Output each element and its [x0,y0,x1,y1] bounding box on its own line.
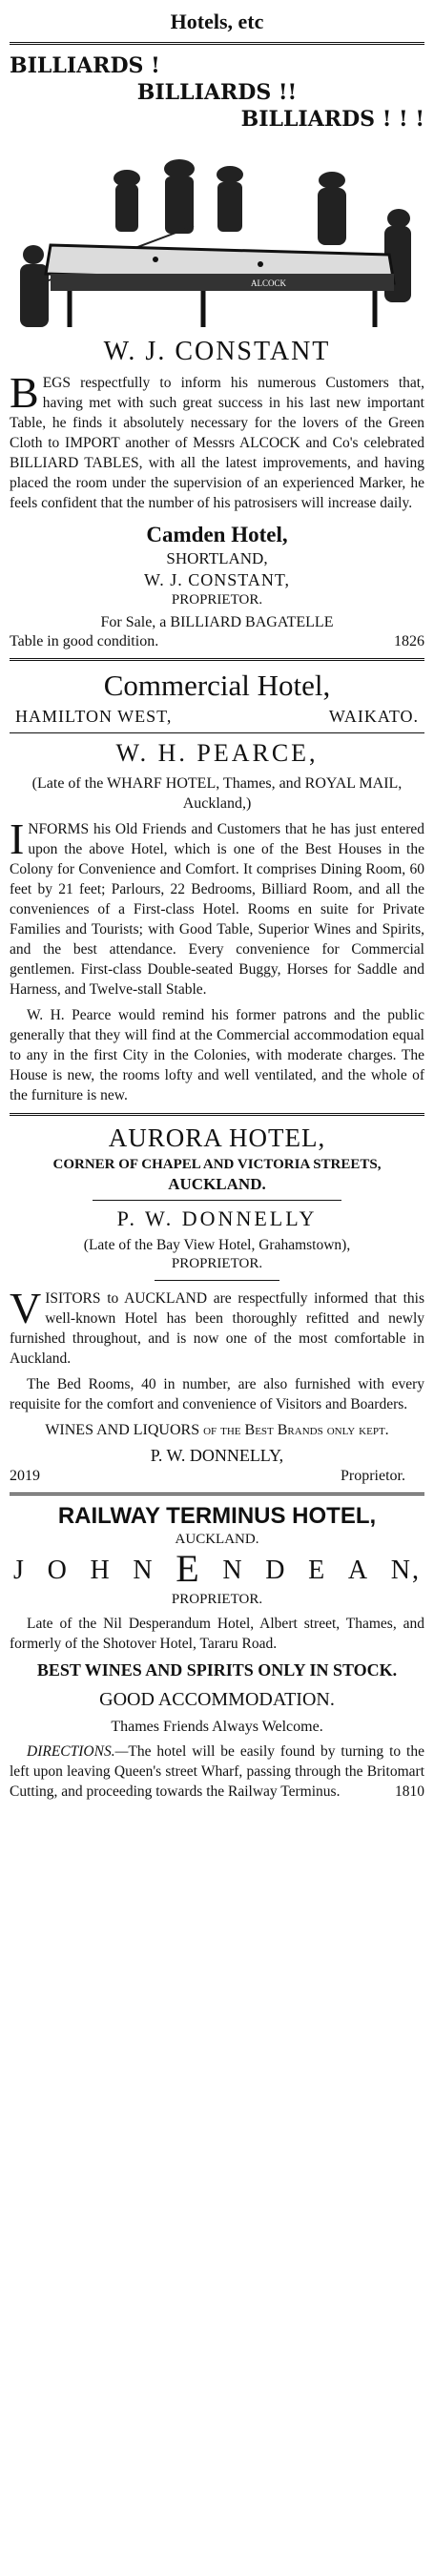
dropcap: V [10,1284,42,1332]
billiard-table-illustration [12,140,423,331]
railway-accommodation: GOOD ACCOMMODATION. [99,1689,335,1710]
dropcap: I [10,814,25,863]
aurora-sign-title: Proprietor. [341,1468,405,1484]
directions-label: DIRECTIONS.— [27,1743,129,1760]
sale-line-2: Table in good condition. [10,633,159,649]
aurora-wines: WINES AND LIQUORS of the Best Brands only kept. [45,1422,389,1438]
divider [10,42,424,45]
advert-ref: 1810 [395,1783,424,1800]
camden-place: SHORTLAND, [166,549,268,567]
divider [10,1493,424,1495]
aurora-proprietor-name: P. W. DONNELLY [116,1206,318,1230]
aurora-hotel-title: AURORA HOTEL, [108,1123,326,1152]
aurora-body-1: VISITORS to AUCKLAND are respectfully informed that this well-known Hotel has been thoroughly refitted and newly furnished throughout, and is now one of the most comfortable in Auckland. [10,1284,424,1367]
railway-directions: DIRECTIONS.—The hotel will be easily found by turning to the left upon leaving Queen's street Wharf, passing through the Britomart Cutting, and proceeding towards the Railway Terminus. 1810 [10,1743,424,1800]
divider [10,658,424,661]
railway-wines: BEST WINES AND SPIRITS ONLY IN STOCK. [36,1660,398,1680]
billiards-line-3: BILLIARDS ! ! ! [240,107,424,132]
commercial-late-of: (Late of the WHARF HOTEL, Thames, and ROYAL MAIL, Auckland,) [31,775,403,812]
aurora-body-2: The Bed Rooms, 40 in number, are also furnished with every requisite for the comfort and convenience of Visitors and Boarders. [10,1376,424,1412]
advertiser-name: W. J. CONSTANT [103,337,331,366]
commercial-hotel-advert [10,669,424,1105]
divider [10,732,424,733]
aurora-sign-row [10,1468,424,1485]
aurora-city: AUCKLAND. [168,1175,266,1193]
camden-proprietor-name: W. J. CONSTANT, [143,570,291,589]
aurora-corner: CORNER OF CHAPEL AND VICTORIA STREETS, [52,1157,382,1172]
sale-line-2-row [10,633,424,650]
aurora-proprietor-title: PROPRIETOR. [171,1256,263,1271]
commercial-proprietor-name: W. H. PEARCE, [115,739,319,767]
svg-text:ALCOCK: ALCOCK [250,278,286,288]
aurora-hotel-advert [10,1123,424,1485]
divider [93,1200,341,1201]
advert-ref: 2019 [10,1468,40,1484]
railway-late-of: Late of the Nil Desperandum Hotel, Albert street, Thames, and formerly of the Shotover Hotel, Tararu Road. [10,1616,424,1652]
railway-city: AUCKLAND. [175,1532,259,1547]
divider [10,1113,424,1116]
aurora-late-of: (Late of the Bay View Hotel, Grahamstown), [83,1237,351,1253]
newspaper-page [10,0,424,1802]
billiards-line-1: BILLIARDS ! [10,53,160,78]
aurora-sign-name: P. W. DONNELLY, [150,1446,284,1465]
advert-ref: 1826 [394,633,424,649]
section-header: Hotels, etc [170,10,264,33]
billiards-body: BEGS respectfully to inform his numerous Customers that, having met with such great success in his last new important Table, he finds it absolutely necessary for the lovers of the Green Cloth to IMPORT another of Messrs ALCOCK and Co's celebrated BILLIARD TABLES, with all the latest improvements, and having placed the room under the supervision of an experienced Marker, he feels confident that the number of his patrosisers will increase daily. [10,368,424,511]
railway-terminus-advert [10,1503,424,1802]
commercial-place: HAMILTON WEST, WAIKATO. [15,707,419,726]
camden-proprietor-title: PROPRIETOR. [171,592,263,608]
railway-thames: Thames Friends Always Welcome. [111,1719,323,1735]
billiards-advert [10,52,424,650]
commercial-body-2: W. H. Pearce would remind his former patrons and the public generally that they will find at the Commercial accommodation equal to any in the first City in the Colonies, with moderate charges. The House is new, the rooms lofty and well ventilated, and the whole of the furniture is new. [10,1007,424,1103]
camden-hotel-title: Camden Hotel, [146,523,288,546]
billiards-line-2: BILLIARDS !! [136,80,298,105]
commercial-body-1: INFORMS his Old Friends and Customers that he has just entered upon the above Hotel, which is one of the Best Houses in the Colony for Convenience and Comfort. It comprises Dining Room, 60 feet by 21 feet; Parlours, 22 Bedrooms, Billiard Room, and all the conveniences of a First-class Hotel. Rooms en suite for Private Families and Tourists; with Good Table, Superior Wines and Spirits, and the best attendance. Every convenience for Commercial gentlemen. First-class Double-seated Buggy, Horses for Saddle and Harness, and Twelve-stall Stable. [10,814,424,998]
railway-proprietor-title: PROPRIETOR. [171,1592,263,1607]
railway-hotel-title: RAILWAY TERMINUS HOTEL, [57,1503,377,1529]
billiards-heading [10,52,424,133]
railway-proprietor-name: J O H N E N D E A N, [13,1547,421,1590]
sale-line-1: For Sale, a BILLIARD BAGATELLE [100,614,334,630]
commercial-hotel-title: Commercial Hotel, [103,669,331,702]
dropcap: B [10,368,39,417]
divider [155,1280,279,1281]
